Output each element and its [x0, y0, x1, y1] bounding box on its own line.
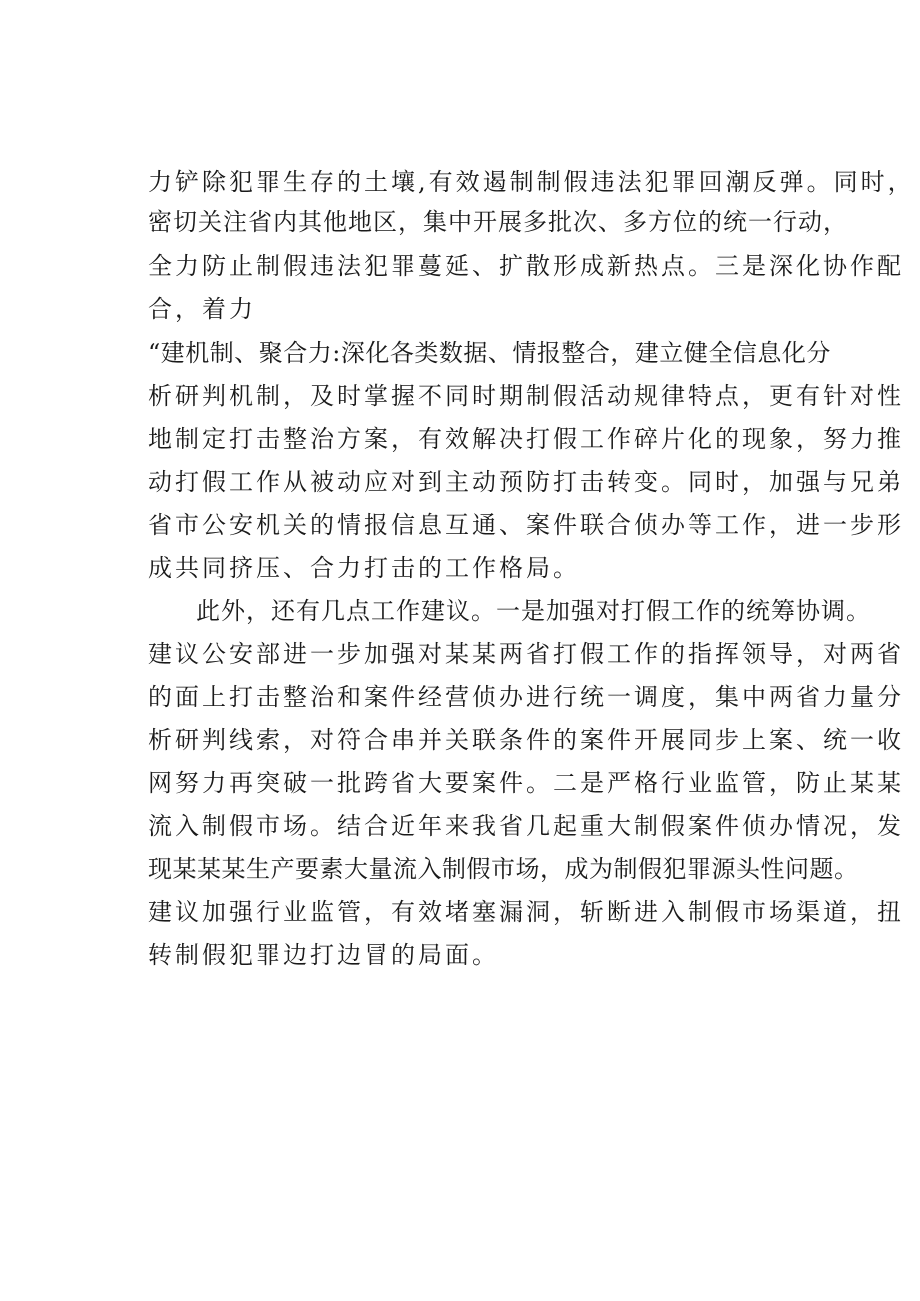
text-line-9: 省市公安机关的情报信息互通、案件联合侦办等工作，进一步形	[148, 511, 904, 539]
text-line-8: 动打假工作从被动应对到主动预防打击转变。同时，加强与兄弟	[148, 468, 904, 496]
text-line-19: 转制假犯罪边打边冒的局面。	[148, 941, 499, 969]
text-line-18: 建议加强行业监管，有效堵塞漏洞，斩断进入制假市场渠道，扭	[148, 898, 904, 926]
text-line-6: 析研判机制，及时掌握不同时期制假活动规律特点，更有针对性	[148, 382, 904, 410]
text-line-13: 的面上打击整治和案件经营侦办进行统一调度，集中两省力量分	[148, 683, 904, 711]
text-line-3: 全力防止制假违法犯罪蔓延、扩散形成新热点。三是深化协作配	[148, 252, 904, 280]
text-line-12: 建议公安部进一步加强对某某两省打假工作的指挥领导，对两省	[148, 640, 904, 668]
text-line-10: 成共同挤压、合力打击的工作格局。	[148, 554, 580, 582]
text-line-7: 地制定打击整治方案，有效解决打假工作碎片化的现象，努力推	[148, 425, 904, 453]
text-line-17: 现某某某生产要素大量流入制假市场，成为制假犯罪源头性问题。	[148, 855, 859, 883]
text-line-2: 密切关注省内其他地区，集中开展多批次、多方位的统一行动，	[148, 208, 848, 236]
text-line-14: 析研判线索，对符合串并关联条件的案件开展同步上案、统一收	[148, 726, 904, 754]
text-line-4: 合，着力	[148, 295, 256, 323]
text-line-11: 此外，还有几点工作建议。一是加强对打假工作的统筹协调。	[196, 597, 871, 625]
text-line-15: 网努力再突破一批跨省大要案件。二是严格行业监管，防止某某	[148, 769, 904, 797]
text-line-16: 流入制假市场。结合近年来我省几起重大制假案件侦办情况，发	[148, 812, 904, 840]
text-line-5: “建机制、聚合力:深化各类数据、情报整合，建立健全信息化分	[148, 339, 831, 367]
text-line-1: 力铲除犯罪生存的土壤,有效遏制制假违法犯罪回潮反弹。同时，	[148, 168, 915, 196]
